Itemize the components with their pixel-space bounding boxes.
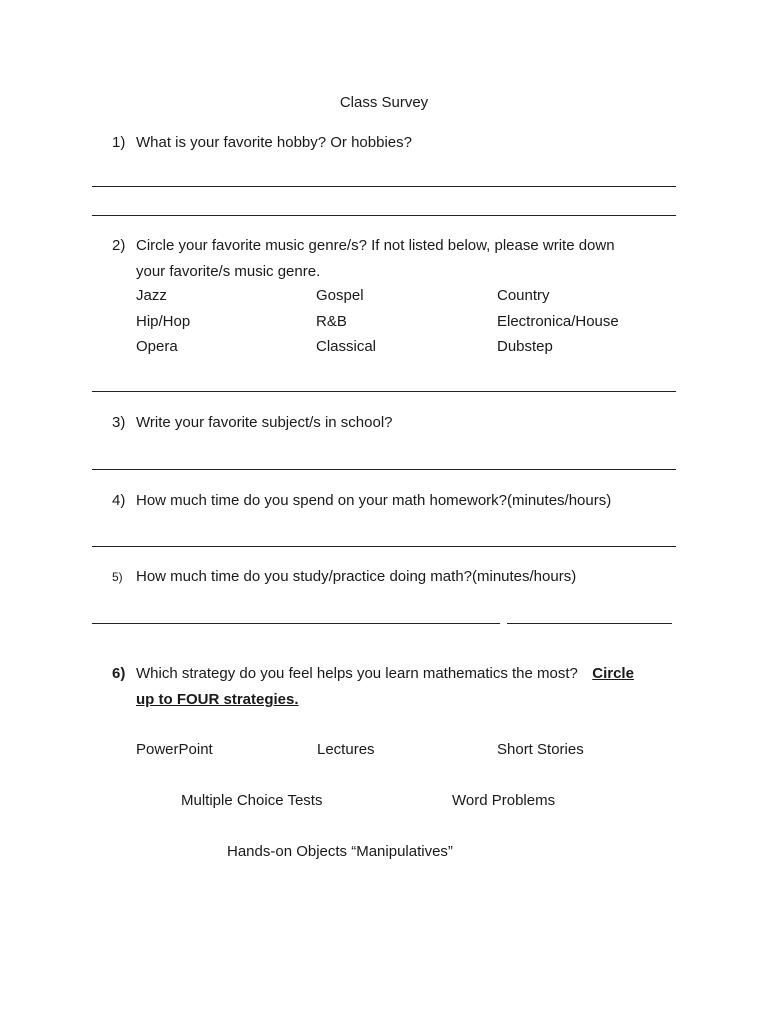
answer-line-4[interactable] xyxy=(92,546,676,547)
genre-option-dubstep[interactable]: Dubstep xyxy=(497,338,553,355)
answer-line-1a[interactable] xyxy=(92,186,676,187)
question-6-emphasis-2: up to FOUR strategies. xyxy=(136,691,299,708)
question-6-prompt: Which strategy do you feel helps you learn mathematics the most? xyxy=(136,665,578,682)
question-6-text-line1 xyxy=(136,665,634,682)
genre-option-hip-hop[interactable]: Hip/Hop xyxy=(136,313,191,330)
page-title: Class Survey xyxy=(339,94,429,111)
question-6-number: 6) xyxy=(112,665,126,682)
question-1-number: 1) xyxy=(112,134,126,151)
answer-line-1b[interactable] xyxy=(92,215,676,216)
strategy-option-lectures[interactable]: Lectures xyxy=(317,741,375,758)
genre-option-electronica-house[interactable]: Electronica/House xyxy=(497,313,619,330)
strategy-option-powerpoint[interactable]: PowerPoint xyxy=(136,741,213,758)
question-1-text: What is your favorite hobby? Or hobbies? xyxy=(136,134,412,151)
genre-option-rnb[interactable]: R&B xyxy=(316,313,347,330)
question-3-number: 3) xyxy=(112,414,126,431)
genre-option-classical[interactable]: Classical xyxy=(316,338,377,355)
question-4-number: 4) xyxy=(112,492,126,509)
answer-line-5a[interactable] xyxy=(92,623,500,624)
strategy-option-hands-on-objects[interactable]: Hands-on Objects “Manipulatives” xyxy=(227,843,453,860)
question-5-number: 5) xyxy=(112,570,123,584)
question-2-text-line2: your favorite/s music genre. xyxy=(136,263,321,280)
question-4-text: How much time do you spend on your math homework?(minutes/hours) xyxy=(136,492,612,509)
genre-option-gospel[interactable]: Gospel xyxy=(316,287,364,304)
answer-line-3[interactable] xyxy=(92,469,676,470)
question-2-number: 2) xyxy=(112,237,126,254)
strategy-option-short-stories[interactable]: Short Stories xyxy=(497,741,584,758)
genre-option-country[interactable]: Country xyxy=(497,287,550,304)
answer-line-2[interactable] xyxy=(92,391,676,392)
genre-option-jazz[interactable]: Jazz xyxy=(136,287,167,304)
question-2-text-line1: Circle your favorite music genre/s? If not listed below, please write down xyxy=(136,237,615,254)
question-5-text: How much time do you study/practice doing math?(minutes/hours) xyxy=(136,568,577,585)
strategy-option-word-problems[interactable]: Word Problems xyxy=(452,792,556,809)
question-3-text: Write your favorite subject/s in school? xyxy=(136,414,393,431)
strategy-option-multiple-choice-tests[interactable]: Multiple Choice Tests xyxy=(181,792,323,809)
question-6-emphasis-1: Circle xyxy=(592,665,634,682)
genre-option-opera[interactable]: Opera xyxy=(136,338,178,355)
answer-line-5b[interactable] xyxy=(507,623,672,624)
